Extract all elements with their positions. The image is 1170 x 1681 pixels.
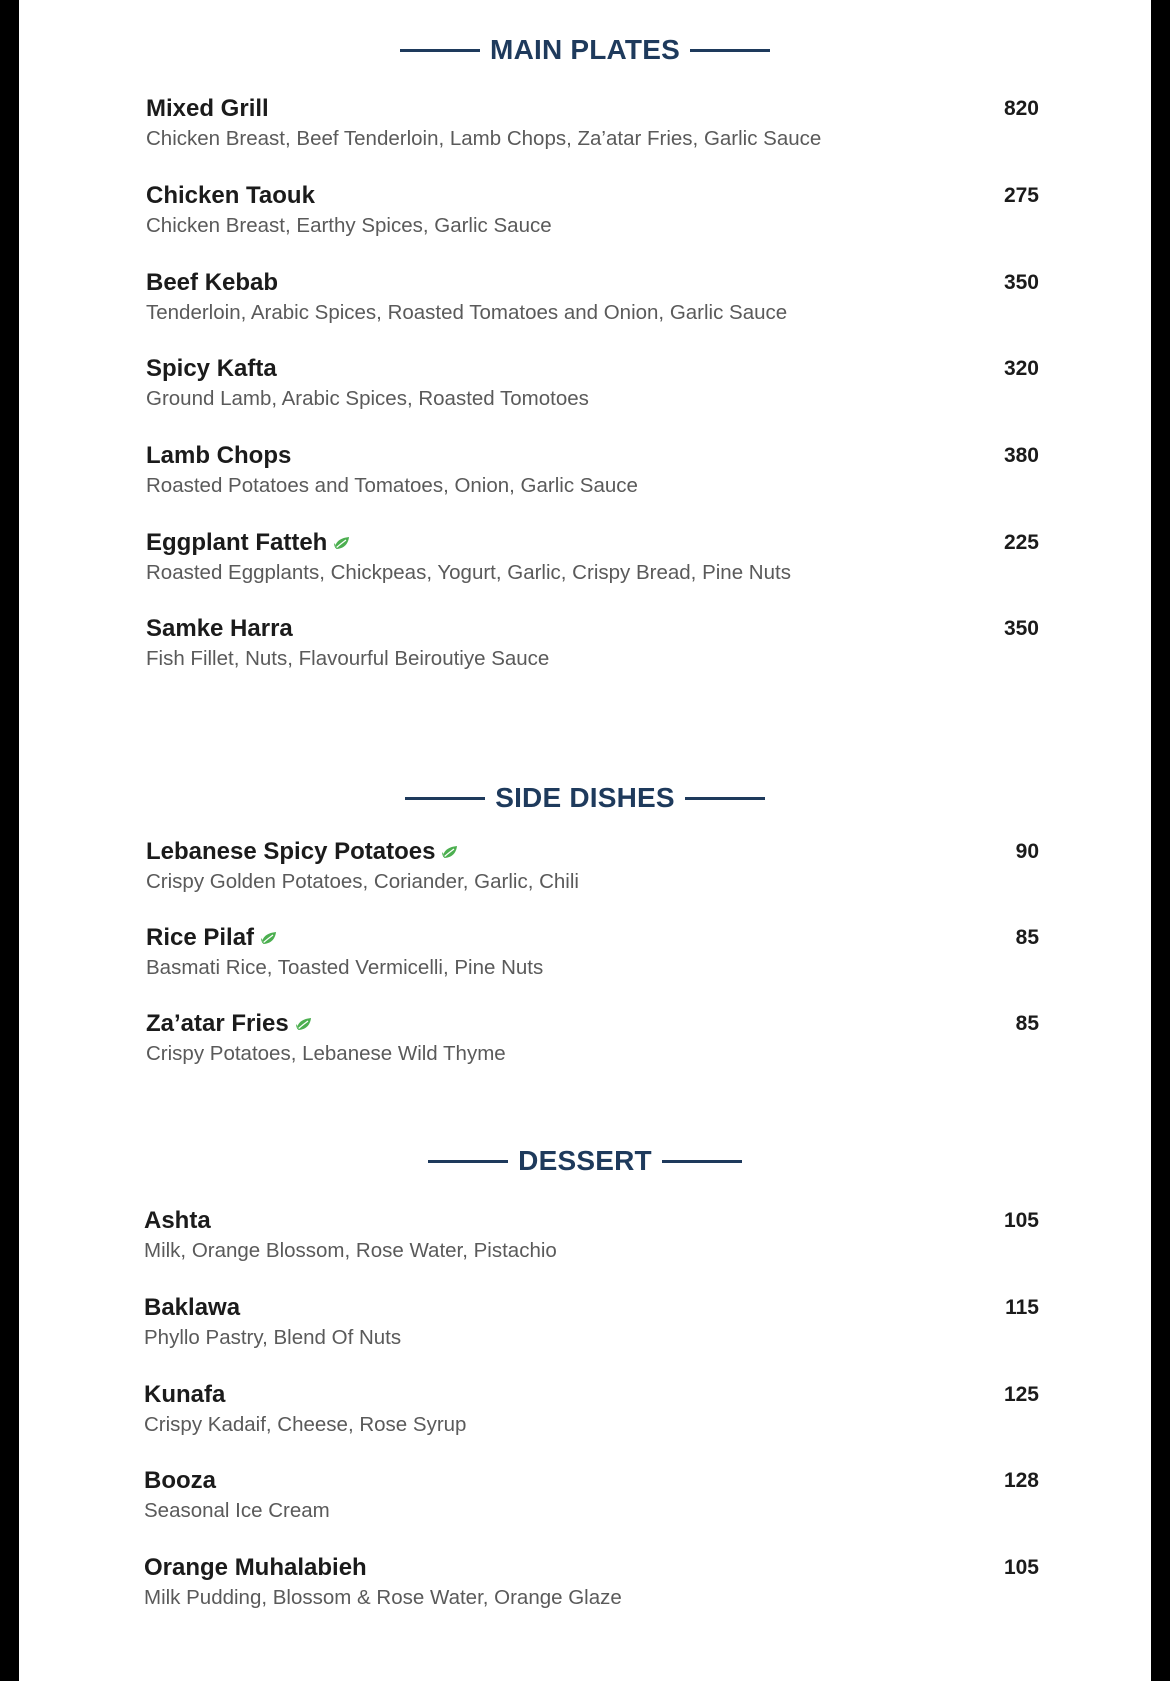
menu-item bbox=[19, 923, 1151, 993]
section-title-label: SIDE DISHES bbox=[495, 782, 675, 813]
item-description: Seasonal Ice Cream bbox=[144, 1499, 330, 1522]
item-price: 128 bbox=[1003, 1469, 1039, 1492]
menu-item bbox=[19, 528, 1151, 598]
section-title-dessert bbox=[19, 1141, 1151, 1181]
item-description: Milk Pudding, Blossom & Rose Water, Orange Glaze bbox=[144, 1586, 622, 1609]
item-name: Spicy Kafta bbox=[146, 355, 277, 382]
item-name: Orange Muhalabieh bbox=[144, 1554, 367, 1581]
divider bbox=[405, 797, 485, 800]
item-name: Lamb Chops bbox=[146, 442, 292, 469]
item-description: Crispy Kadaif, Cheese, Rose Syrup bbox=[144, 1413, 467, 1436]
item-name: Eggplant Fatteh bbox=[146, 528, 351, 558]
item-price: 350 bbox=[1003, 617, 1039, 640]
menu-item bbox=[19, 1553, 1151, 1623]
item-name: Za’atar Fries bbox=[146, 1009, 313, 1039]
leaf-icon bbox=[333, 535, 351, 551]
item-description: Roasted Potatoes and Tomatoes, Onion, Garlic Sauce bbox=[146, 474, 638, 497]
item-description: Chicken Breast, Beef Tenderloin, Lamb Chops, Za’atar Fries, Garlic Sauce bbox=[146, 127, 822, 150]
divider bbox=[690, 49, 770, 52]
menu-item bbox=[19, 94, 1151, 164]
leaf-icon bbox=[260, 930, 278, 946]
item-price: 820 bbox=[1003, 97, 1039, 120]
item-name: Kunafa bbox=[144, 1381, 226, 1408]
item-description: Crispy Golden Potatoes, Coriander, Garlic, Chili bbox=[146, 870, 579, 893]
item-name: Beef Kebab bbox=[146, 269, 279, 296]
item-price: 320 bbox=[1003, 357, 1039, 380]
section-title-label: MAIN PLATES bbox=[490, 34, 680, 65]
leaf-icon bbox=[295, 1016, 313, 1032]
item-price: 125 bbox=[1003, 1383, 1039, 1406]
menu-item bbox=[19, 268, 1151, 338]
item-price: 85 bbox=[1015, 1012, 1039, 1035]
section-title-main-plates bbox=[19, 30, 1151, 70]
item-description: Roasted Eggplants, Chickpeas, Yogurt, Garlic, Crispy Bread, Pine Nuts bbox=[146, 561, 791, 584]
section-title-label: DESSERT bbox=[518, 1145, 652, 1176]
item-price: 105 bbox=[1003, 1556, 1039, 1579]
leaf-icon bbox=[441, 844, 459, 860]
item-price: 275 bbox=[1003, 184, 1039, 207]
item-name: Chicken Taouk bbox=[146, 182, 315, 209]
menu-item bbox=[19, 1380, 1151, 1450]
menu-item bbox=[19, 614, 1151, 684]
menu-item bbox=[19, 441, 1151, 511]
item-price: 85 bbox=[1015, 926, 1039, 949]
item-name: Mixed Grill bbox=[146, 95, 269, 122]
item-price: 105 bbox=[1003, 1209, 1039, 1232]
divider bbox=[428, 1160, 508, 1163]
menu-item bbox=[19, 181, 1151, 251]
divider bbox=[685, 797, 765, 800]
menu-page bbox=[19, 0, 1151, 1681]
item-name: Ashta bbox=[144, 1207, 211, 1234]
item-name: Baklawa bbox=[144, 1294, 241, 1321]
item-price: 90 bbox=[1015, 840, 1039, 863]
divider bbox=[662, 1160, 742, 1163]
section-title-side-dishes bbox=[19, 778, 1151, 818]
item-price: 225 bbox=[1003, 531, 1039, 554]
item-name: Rice Pilaf bbox=[146, 923, 278, 953]
menu-item bbox=[19, 837, 1151, 907]
item-description: Crispy Potatoes, Lebanese Wild Thyme bbox=[146, 1042, 506, 1065]
item-price: 380 bbox=[1003, 444, 1039, 467]
item-name: Booza bbox=[144, 1467, 216, 1494]
menu-item bbox=[19, 354, 1151, 424]
item-description: Ground Lamb, Arabic Spices, Roasted Tomotoes bbox=[146, 387, 589, 410]
item-description: Milk, Orange Blossom, Rose Water, Pistachio bbox=[144, 1239, 557, 1262]
item-description: Fish Fillet, Nuts, Flavourful Beiroutiye Sauce bbox=[146, 647, 550, 670]
item-name: Samke Harra bbox=[146, 615, 293, 642]
item-price: 350 bbox=[1003, 271, 1039, 294]
item-description: Chicken Breast, Earthy Spices, Garlic Sauce bbox=[146, 214, 552, 237]
menu-item bbox=[19, 1009, 1151, 1079]
item-description: Basmati Rice, Toasted Vermicelli, Pine Nuts bbox=[146, 956, 544, 979]
menu-item bbox=[19, 1206, 1151, 1276]
divider bbox=[400, 49, 480, 52]
menu-item bbox=[19, 1293, 1151, 1363]
item-name: Lebanese Spicy Potatoes bbox=[146, 837, 459, 867]
item-description: Tenderloin, Arabic Spices, Roasted Tomatoes and Onion, Garlic Sauce bbox=[146, 301, 788, 324]
item-description: Phyllo Pastry, Blend Of Nuts bbox=[144, 1326, 402, 1349]
menu-item bbox=[19, 1466, 1151, 1536]
item-price: 115 bbox=[1005, 1296, 1039, 1319]
